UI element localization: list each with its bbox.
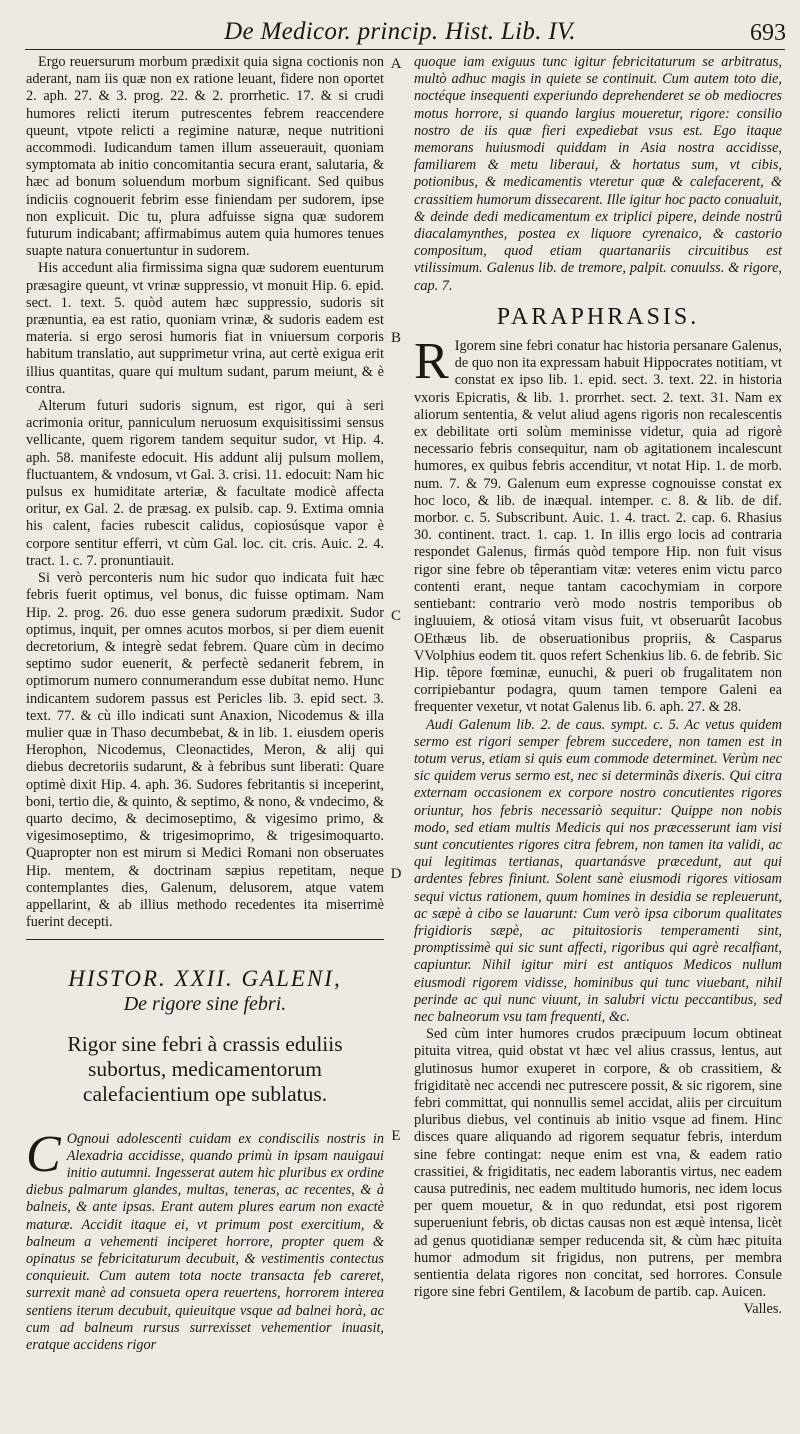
left-column: [26, 54, 384, 1354]
story-text: Ognoui adolescenti cuidam ex condiscilis nostris in Alexadria accidisse, quando primù in ipsam nauigaui initio autumni. Ingesserat autem hic pluribus ex ordine diebus palmarum glandes, multas, teneras, ac recentes, & à balneis, & ante ipsas. Erant autem plures earum non exactè maturæ. Accidit itaque ei, vt primum post exercitium, & balneum a vehementi inciperet horrore, propter quem & opinatus se febricitaturum decubuit, & vestimentis contectus conquieuit. Cum autem tota nocte transacta feb careret, surrexit manè ad consueta opera reuertens, horrorem interea sentiens iterum decubuit, quieuitque vsque ad balnei horà, ac cum ad balneum rursus surrexisset vehementior inuasit, eratque accidens rigor: [26, 1130, 384, 1353]
margin-letter-b: B: [390, 330, 401, 346]
history-subheading: De rigore sine febri.: [123, 993, 287, 1016]
margin-letter-a: A: [390, 56, 402, 72]
story-paragraph: [26, 1125, 384, 1355]
running-title: De Medicor. princip. Hist. Lib. IV.: [224, 18, 576, 45]
left-paragraph-4: Si verò perconteris num hic sudor quo indicata fuit hæc febris fuerit optimus, vel bonus, dic fuisse optimam. Nam Hip. 2. prog. 26. duo esse genera sudorum prædixit. Sudor optimus, inquit, per omnes acutos morbos, si per diem euenit decretorium, & integrè sedat febrem. Quare cùm in decimo septimo sudor euenerit, & perfectè sedanerit febrem, in optimorum numero connumerandum esse dubitat nemo. Hunc indicantem sudorem passus est Pericles lib. 3. epid sect. 3. text. 77. & cù illo indicati sunt Anaxion, Nicodemus & illa mulier quæ in Thaso decumbebat, & in lib. 1. eiusdem operis Herophon, Nicodemus, Cleonactides, Meron, & alij qui diebus decretoriis sudarunt, & à febribus sunt liberati: Quare optimè dixit Hip. 4. aph. 36. Sudores febritantis si inceperint, boni, tertio die, & quinto, & septimo, & nono, & vndecimo, & quarto decimo, & decimoseptimo, & vigesimo primo, & vigesimoseptimo, & trigesimoprimo, & trigesimoquarto. Quapropter non est mirum si Medici Romani non obseruates Hip. mentem, & doctrinam sæpius repetitam, neque contemplantes dies, Galenum, delusorem, atque vatem appellarint, & ab illius methodo recedentes ita miserrimè fuerint decepti.: [26, 570, 384, 931]
story-dropcap: C: [26, 1125, 61, 1183]
catchword: Valles.: [743, 1301, 782, 1318]
story-continuation: quoque iam exiguus tunc igitur febricitaturum se arbitratus, multò adhuc magis in quiete se continuit. Cum autem toto die, noctéque insequenti experiundo deprehenderet se ob mediocres motus horrore, si quando largius moueretur, rigore: consilio nostro de iis quæ fieri expediebat vsus est. Ego itaque memorans huiusmodi quiddam in Asia nostra accidisse, familiarem & metu liberaui, & hortatus sum, vt cibis, potionibus, & medicamentis vteretur quæ & calefacerent, & crassitiem humorum dissecarent. Ille igitur hoc pacto conualuit, & deinde dedi medicamentum ex triplici pipere, deinde nostrû diacalamynthes, postea ex liquore cyrenaico, & castorio compositum, quod etiam quartanariis circuitibus est vtilissimum. Galenus lib. de tremore, palpit. conuulss. & rigore, cap. 7.: [414, 54, 782, 294]
history-heading: HISTOR. XXII. GALENI,: [68, 966, 342, 992]
paraphrasis-text-1: Igorem sine febri conatur hac historia persanare Galenus, de quo non ita expressam habuit Hippocrates notitiam, vt constat ex ipso lib. 1. epid. sect. 3. text. 22. in historia vxoris Epicratis, & lib. 1. prorrhet. sect. 2. text. 31. Nam ex aliorum sententia, & velut aliud agens rigoris non recalescentis ex debilitate orti solùm meminisse videtur, quia ad rigorè necessario febris consequitur, nam ob agitationem incalescunt humores, ex quibus febris accenditur, vt notat Hip. 1. de morb. num. 7. & 79. Galenum eum expresse cognouisse constat ex hoc loco, & lib. de inæqual. intemper. c. 8. & lib. de dif. morbor. c. 5. Subscribunt. Auic. 1. 4. tract. 2. cap. 6. Rhasius 30. continent. tract. 1. cap. 1. In illis ergo locis ad contraria respondet Galenus, firmás quòd tempore Hip. non fuit visus rigor sine febre ob têperantiam vitæ: veteres enim victu parco contenti erant, neque tantam cacochymiam in corpore sentiebant: contrario verò modo nostris temporibus ob ingluuiem, & otiosá vitam visus fuit, vt obseruarût Iacobus OEthæus lib. de obseruationibus propriis, & Casparus VVolphius eodem tit. quos refert Schenkius lib. 6. de febrib. Sic Hip. têpore fœminæ, eunuchi, & pueri ob frugalitatem non corripiebantur podagra, quum tamen tempore Galeni ea frequenter vexetur, vt notat Galenus lib. 6. aph. 27. & 28.: [414, 338, 782, 716]
paraphrasis-paragraph-2: Audi Galenum lib. 2. de caus. sympt. c. 5. Ac vetus quidem sermo est rigori semper febrem succedere, non tamen est in totum verus, etiam si quis eum commode determinet. Verùm nec sic quidem verus sermo est, nec si determinãs dixeris. Qui citra externam occasionem ex corpore nostro concutientes rigores oriuntur, hos febris necessariò sequitur: Quippe non nobis modo, sed etiam multis Medicis qui nos præcesserunt iam visi sunt concutientes rigores citra febrem, non tamen ita validi, ac qui legitimas tertianas, quartanásve præcedunt, aut qui ardentes febres finiunt. Solent sanè eiusmodi rigores vitiosam sequi victus rationem, quum homines in desidia se repleuerunt, ac sæpè à cibo se lauarunt: Cum verò ipsa ciborum qualitates frigidioris sæpè, ac pituitosioris temperamenti sint, promptissimè qui sic sunt affecti, rigoribus qui agrè recalfiant, capiuntur. Nihil igitur miri est antiquos Medicos nullum eiusmodi rigorem vidisse, hominibus qui tunc viuebant, nihil perinde ac qui nunc viuunt, in salubri victu peccantibus, sed nec balneorum vsu tam frequenti, &c.: [414, 716, 782, 1025]
left-paragraph-1: Ergo reuersurum morbum prædixit quia signa coctionis non aderant, nam iis quæ non ex ratione leuant, fidere non oportet 2. aph. 27. & 3. prog. 22. & 2. prorrhetic. 17. & si crudi humores relicti iterum putrescentes febrem reaccendere queunt, vtpote relicti a regimine naturæ, neque nutritioni accommodi. Iudicandum tamen illum asseuerauit, quoniam symptomata ab initio concomitantia secura erant, salutaria, & hæc ad bonum soluendum morbum significant. Sed quibus indiciis cognouerit febrim esse finiendam per sudorem, ipse non explicuit. Dic tu, plura adfuisse signa quæ sudorem futurum indicabant; affirmabimus autem quia humores tenues suapte natura conuertuntur in sudorem.: [26, 54, 384, 260]
left-paragraph-2: His accedunt alia firmissima signa quæ sudorem euenturum præsagire queunt, vt vrinæ suppressio, vt monuit Hip. 6. epid. sect. 1. text. 5. quòd autem hæc suppressio, sudoris sit prænuntia, ea est ratio, quoniam vrinæ, & sudoris eadem est materia. si ergo serosi humoris fiat in vniuersum corporis habitum translatio, aut supprimetur vrina, aut certè exigua erit illius quantitas, quare qui multum sudant, parum meiunt, & è contra.: [26, 260, 384, 397]
paraphrasis-title: PARAPHRASIS.: [496, 303, 700, 330]
paraphrasis-paragraph-3: Sed cùm inter humores crudos præcipuum locum obtineat pituita vitrea, quid obstat vt hæc vel alius crassus, lentus, aut glutinosus humor exuperet in corpore, & ob crassitiem, & frigiditatè nec accendi nec putrescere possit, & sic rigorem, sine febri committat, qui nonnullis semel accidat, aliis per circuitum pluribus diebus, vel continuis ab initio vsque ad finem. Hinc disces quare aliquando ad rigorem sequatur febris, interdum sine febre contingat: neque enim est vna, & eadem ratio crassitiei, & frigiditatis, nec eadem laborantis virtus, nec eadem causa putredinis, nec eadem multitudo humoris, nec idem locus per quem mouetur, & in quo redundat, etsi post rigorem superueniunt febris, ob dictas causas non est æquè intensa, licèt ad genus quotidianæ semper reducenda sit, & cùm hæc pituita humor admodum sit frigidus, non putrens, per membra sentientia delata rigores non concitat, sed horrores. Consule rigore sine febri Gentilem, & Iacobum de partib. cap. Auicen.: [414, 1026, 782, 1301]
paraphrasis-paragraph-1: [414, 333, 782, 716]
header-rule: [25, 49, 785, 50]
margin-letter-c: C: [390, 608, 401, 624]
margin-letter-d: D: [390, 866, 402, 882]
margin-letter-e: E: [391, 1128, 401, 1144]
left-paragraph-3: Alterum futuri sudoris signum, est rigor, qui à seri acrimonia oritur, panniculum neruosum exquisitissimi sensus vellicante, quem rigorem tandem sequitur sudor, vt Hip. 4. aph. 58. manifeste edocuit. His addunt alij pulsum mollem, fluctuantem, & vndosum, vt Gal. 3. crisi. 11. edocuit: Nam hic pulsus ex humiditate arteriæ, & facultate modicè affecta oritur, ex Gal. 2. de præsag. ex pulsib. cap. 9. Extima omnia his calent, facies rubescit calidus, copiosúsque vapor è corpore sentitur efferri, vt cùm Gal. loc. cit. cris. Auic. 2. 4. tract. 1. c. 7. pronuntiauit.: [26, 398, 384, 569]
section-title: Rigor sine febri à crassis eduliis subortus, medicamentorum calefacientium ope sublatus.: [67, 1031, 343, 1106]
page-number: 693: [750, 20, 786, 46]
paraphrasis-dropcap: R: [414, 333, 449, 391]
running-header: [0, 18, 800, 48]
right-column: [414, 54, 782, 1319]
section-rule: [26, 939, 384, 940]
